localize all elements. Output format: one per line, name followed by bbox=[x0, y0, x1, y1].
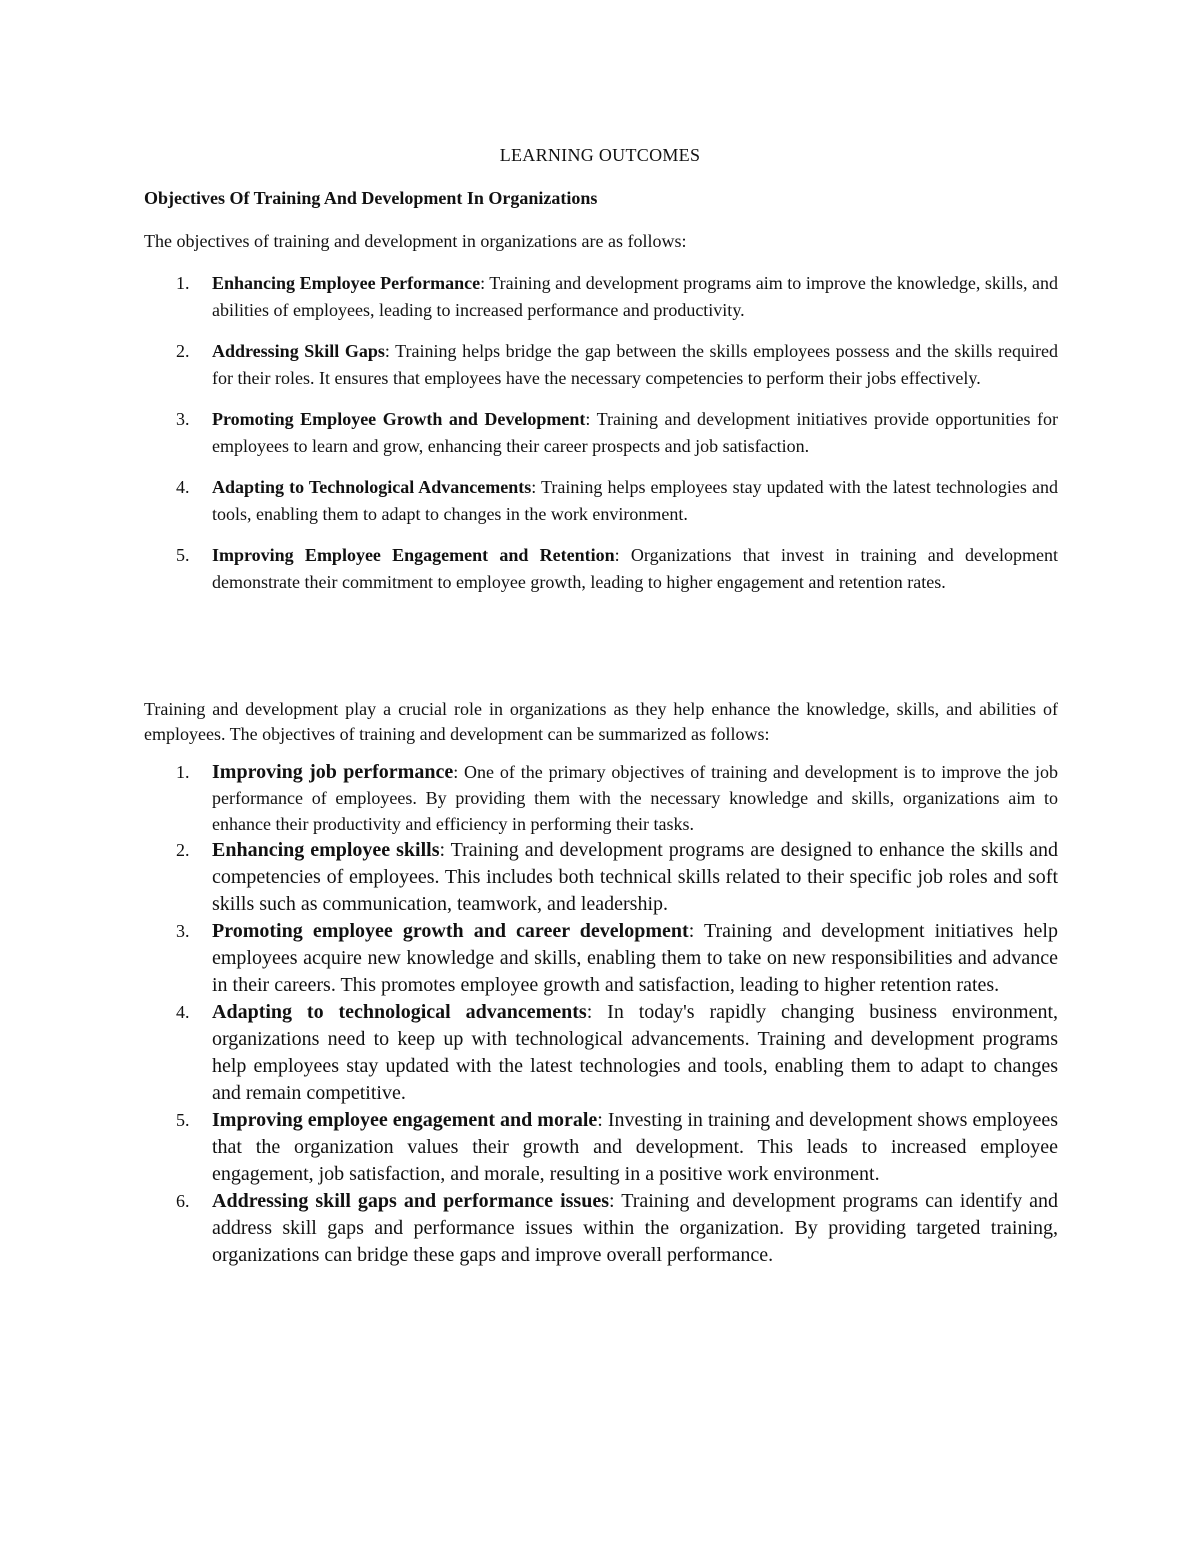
section-heading: Objectives Of Training And Development In Organizations bbox=[144, 188, 598, 208]
list-item-term: Improving job performance bbox=[212, 761, 454, 783]
list-item-term: Addressing Skill Gaps bbox=[212, 341, 385, 361]
list-number: 2. bbox=[176, 840, 190, 861]
list-number: 3. bbox=[176, 409, 190, 429]
list-item bbox=[144, 338, 1058, 391]
list-item bbox=[144, 918, 1058, 999]
list-item-text: : Training helps employees stay updated with the latest technologies and tools, enabling them to adapt to changes in the work environment. bbox=[212, 477, 1058, 524]
list-item bbox=[144, 999, 1058, 1107]
list-item-text: : Training and development initiatives help employees acquire new knowledge and skills, enabling them to take on new responsibilities and advance in their careers. This promotes employee growth and satisfaction, leading to higher retention rates. bbox=[212, 920, 1058, 997]
list-number: 4. bbox=[176, 477, 190, 497]
list-item-text: : One of the primary objectives of training and development is to improve the job performance of employees. By providing them with the necessary knowledge and skills, organizations aim to enhance their productivity and efficiency in performing their tasks. bbox=[212, 762, 1058, 834]
summary-paragraph: Training and development play a crucial role in organizations as they help enhance the knowledge, skills, and abilities of employees. The objectives of training and development can be summarized as follows: bbox=[144, 699, 1058, 744]
list-item-term: Addressing skill gaps and performance issues bbox=[212, 1190, 609, 1213]
list-item-text: : Organizations that invest in training and development demonstrate their commitment to employee growth, leading to higher engagement and retention rates. bbox=[212, 545, 1058, 592]
list-item-text: : Training and development programs aim to improve the knowledge, skills, and abilities of employees, leading to increased performance and productivity. bbox=[212, 273, 1058, 320]
list-item bbox=[144, 474, 1058, 527]
list-item bbox=[144, 837, 1058, 918]
list-item bbox=[144, 1107, 1058, 1188]
page-title: LEARNING OUTCOMES bbox=[499, 145, 701, 165]
list-number: 1. bbox=[176, 762, 190, 782]
list-item-term: Enhancing Employee Performance bbox=[212, 273, 481, 293]
list-item-term: Enhancing employee skills bbox=[212, 839, 440, 862]
list-item-term: Promoting Employee Growth and Development bbox=[212, 409, 586, 429]
list-item-term: Improving employee engagement and morale bbox=[212, 1109, 598, 1132]
list-number: 6. bbox=[176, 1191, 190, 1212]
list-item bbox=[144, 760, 1058, 837]
list-item-term: Improving Employee Engagement and Retention bbox=[212, 545, 615, 565]
list-number: 2. bbox=[176, 341, 190, 361]
list-item bbox=[144, 1188, 1058, 1269]
list-item-term: Adapting to technological advancements bbox=[212, 1001, 587, 1024]
list-number: 4. bbox=[176, 1002, 190, 1023]
list-item-text: : Training and development initiatives provide opportunities for employees to learn and grow, enhancing their career prospects and job satisfaction. bbox=[212, 409, 1058, 456]
list-item bbox=[144, 406, 1058, 459]
list-item bbox=[144, 542, 1058, 595]
list-item-term: Adapting to Technological Advancements bbox=[212, 477, 532, 497]
list-number: 5. bbox=[176, 545, 190, 565]
list-item-text: : Training helps bridge the gap between the skills employees possess and the skills required for their roles. It ensures that employees have the necessary competencies to perform their jobs effectively. bbox=[212, 341, 1058, 388]
objectives-list-primary bbox=[144, 270, 1058, 610]
objectives-list-summary bbox=[144, 760, 1058, 1269]
list-number: 3. bbox=[176, 921, 190, 942]
intro-paragraph: The objectives of training and development in organizations are as follows: bbox=[144, 231, 687, 251]
list-item-text: : Investing in training and development shows employees that the organization values their growth and development. This leads to increased employee engagement, job satisfaction, and morale, resulting in a positive work environment. bbox=[212, 1109, 1059, 1186]
list-item-text: : Training and development programs are designed to enhance the skills and competencies of employees. This includes both technical skills related to their specific job roles and soft skills such as communication, teamwork, and leadership. bbox=[212, 839, 1058, 916]
list-number: 5. bbox=[176, 1110, 190, 1131]
list-item bbox=[144, 270, 1058, 323]
list-item-term: Promoting employee growth and career development bbox=[212, 920, 689, 943]
list-item-text: : In today's rapidly changing business environment, organizations need to keep up with technological advancements. Training and development programs help employees stay updated with the latest technologies and tools, enabling them to adapt to changes and remain competitive. bbox=[212, 1001, 1059, 1105]
list-number: 1. bbox=[176, 273, 190, 293]
list-item-text: : Training and development programs can identify and address skill gaps and performance issues within the organization. By providing targeted training, organizations can bridge these gaps and improve overall performance. bbox=[212, 1190, 1058, 1267]
